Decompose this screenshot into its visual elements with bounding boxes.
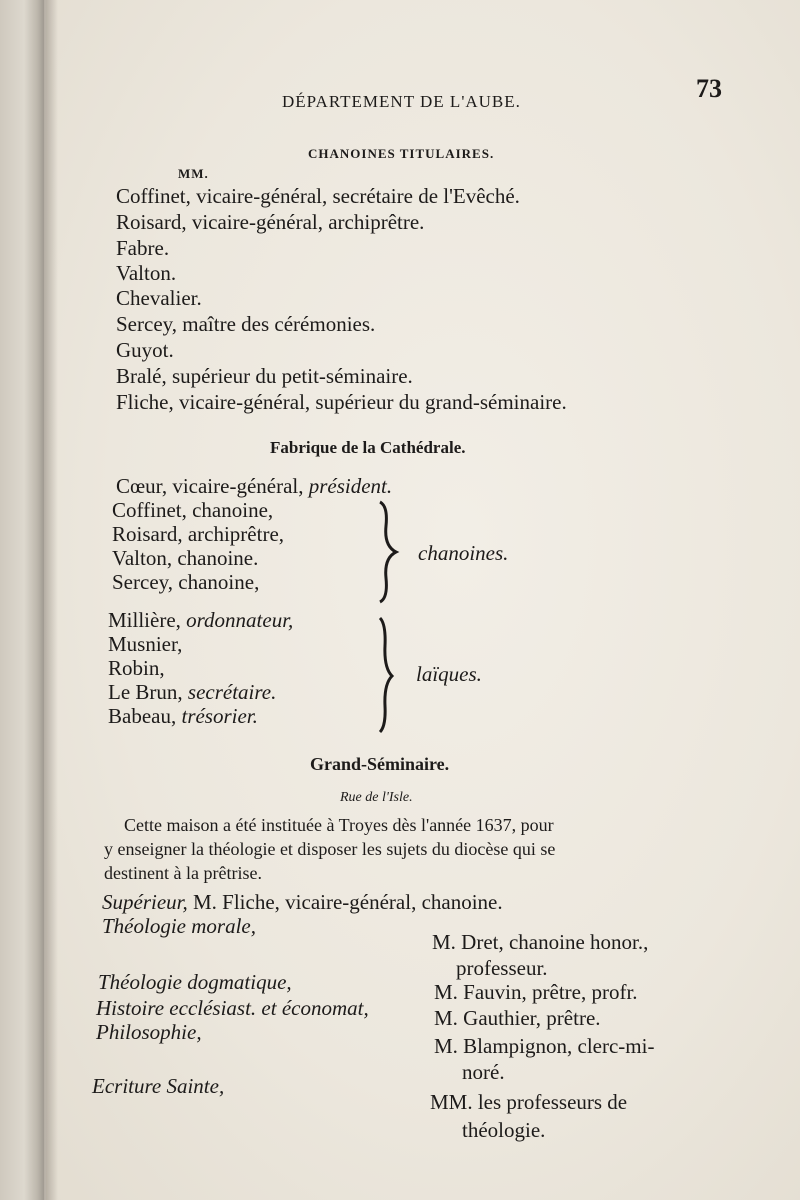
seminaire-paragraph-line: y enseigner la théologie et disposer les sujets du diocèse qui se	[104, 839, 556, 859]
teacher-line: MM. les professeurs de	[430, 1090, 628, 1114]
running-header: DÉPARTEMENT DE L'AUBE.	[282, 92, 521, 111]
chanoine-line: Bralé, supérieur du petit-séminaire.	[116, 364, 413, 388]
laity-name: Le Brun,	[108, 680, 188, 704]
subject-label: Philosophie,	[96, 1020, 202, 1044]
laity-brace	[372, 616, 402, 734]
canon-line: Roisard, archiprêtre,	[112, 522, 285, 546]
laity-line	[108, 656, 165, 681]
fabrique-heading: Fabrique de la Cathédrale.	[270, 438, 466, 457]
superieur-value: M. Fliche, vicaire-général, chanoine.	[187, 890, 503, 914]
chanoines-heading: CHANOINES TITULAIRES.	[308, 146, 495, 161]
teacher-line: M. Blampignon, clerc-mi-	[434, 1034, 655, 1058]
teacher-line: M. Dret, chanoine honor.,	[432, 930, 649, 954]
seminaire-paragraph-line: destinent à la prêtrise.	[104, 863, 262, 883]
laity-label: laïques.	[416, 662, 482, 686]
canons-brace	[372, 500, 402, 604]
teacher-line-cont: professeur.	[456, 956, 548, 980]
teacher-line: M. Fauvin, prêtre, profr.	[434, 980, 638, 1004]
subject-label: Ecriture Sainte,	[92, 1074, 225, 1098]
seminaire-subheading: Rue de l'Isle.	[340, 790, 413, 805]
seminaire-heading: Grand-Séminaire.	[310, 754, 450, 774]
laity-role: ordonnateur,	[186, 608, 294, 632]
chanoine-line: Chevalier.	[116, 286, 202, 310]
canon-line: Coffinet, chanoine,	[112, 498, 274, 522]
laity-line	[108, 608, 293, 633]
book-spine-left-page-edge	[0, 0, 44, 1200]
laity-line	[108, 680, 276, 705]
teacher-line-cont: théologie.	[462, 1118, 546, 1142]
laity-role: secrétaire.	[187, 680, 277, 704]
canon-line: Sercey, chanoine,	[112, 570, 260, 594]
chanoine-line: Valton.	[116, 261, 177, 285]
subject-label: Théologie morale,	[102, 914, 256, 938]
laity-line	[108, 704, 258, 729]
chanoine-line: Sercey, maître des cérémonies.	[116, 312, 376, 336]
chanoine-line: Coffinet, vicaire-général, secrétaire de l'Evêché.	[116, 184, 520, 208]
laity-name: Musnier,	[108, 632, 183, 656]
teacher-line: M. Gauthier, prêtre.	[434, 1006, 601, 1030]
fabrique-president	[116, 474, 392, 499]
chanoine-line: Guyot.	[116, 338, 174, 362]
gutter-shadow	[44, 0, 58, 1200]
page-number: 73	[696, 74, 722, 103]
superieur-line	[102, 890, 503, 915]
chanoine-line: Fliche, vicaire-général, supérieur du grand-séminaire.	[116, 390, 567, 414]
laity-role: trésorier.	[181, 704, 258, 728]
subject-label: Théologie dogmatique,	[98, 970, 292, 994]
subject-label: Histoire ecclésiast. et économat,	[96, 996, 369, 1020]
president-role: président.	[308, 474, 393, 498]
canon-line: Valton, chanoine.	[112, 546, 259, 570]
chanoine-line: Roisard, vicaire-général, archiprêtre.	[116, 210, 425, 234]
president-name: Cœur, vicaire-général,	[116, 474, 309, 498]
chanoine-line: Fabre.	[116, 236, 170, 260]
teacher-line-cont: noré.	[462, 1060, 505, 1084]
laity-line	[108, 632, 182, 657]
seminaire-paragraph-line: Cette maison a été instituée à Troyes dès l'année 1637, pour	[124, 815, 554, 835]
superieur-label: Supérieur,	[102, 890, 188, 914]
mm-label: MM.	[178, 166, 209, 181]
laity-name: Babeau,	[108, 704, 182, 728]
canons-label: chanoines.	[418, 541, 509, 565]
laity-name: Millière,	[108, 608, 187, 632]
laity-name: Robin,	[108, 656, 165, 680]
